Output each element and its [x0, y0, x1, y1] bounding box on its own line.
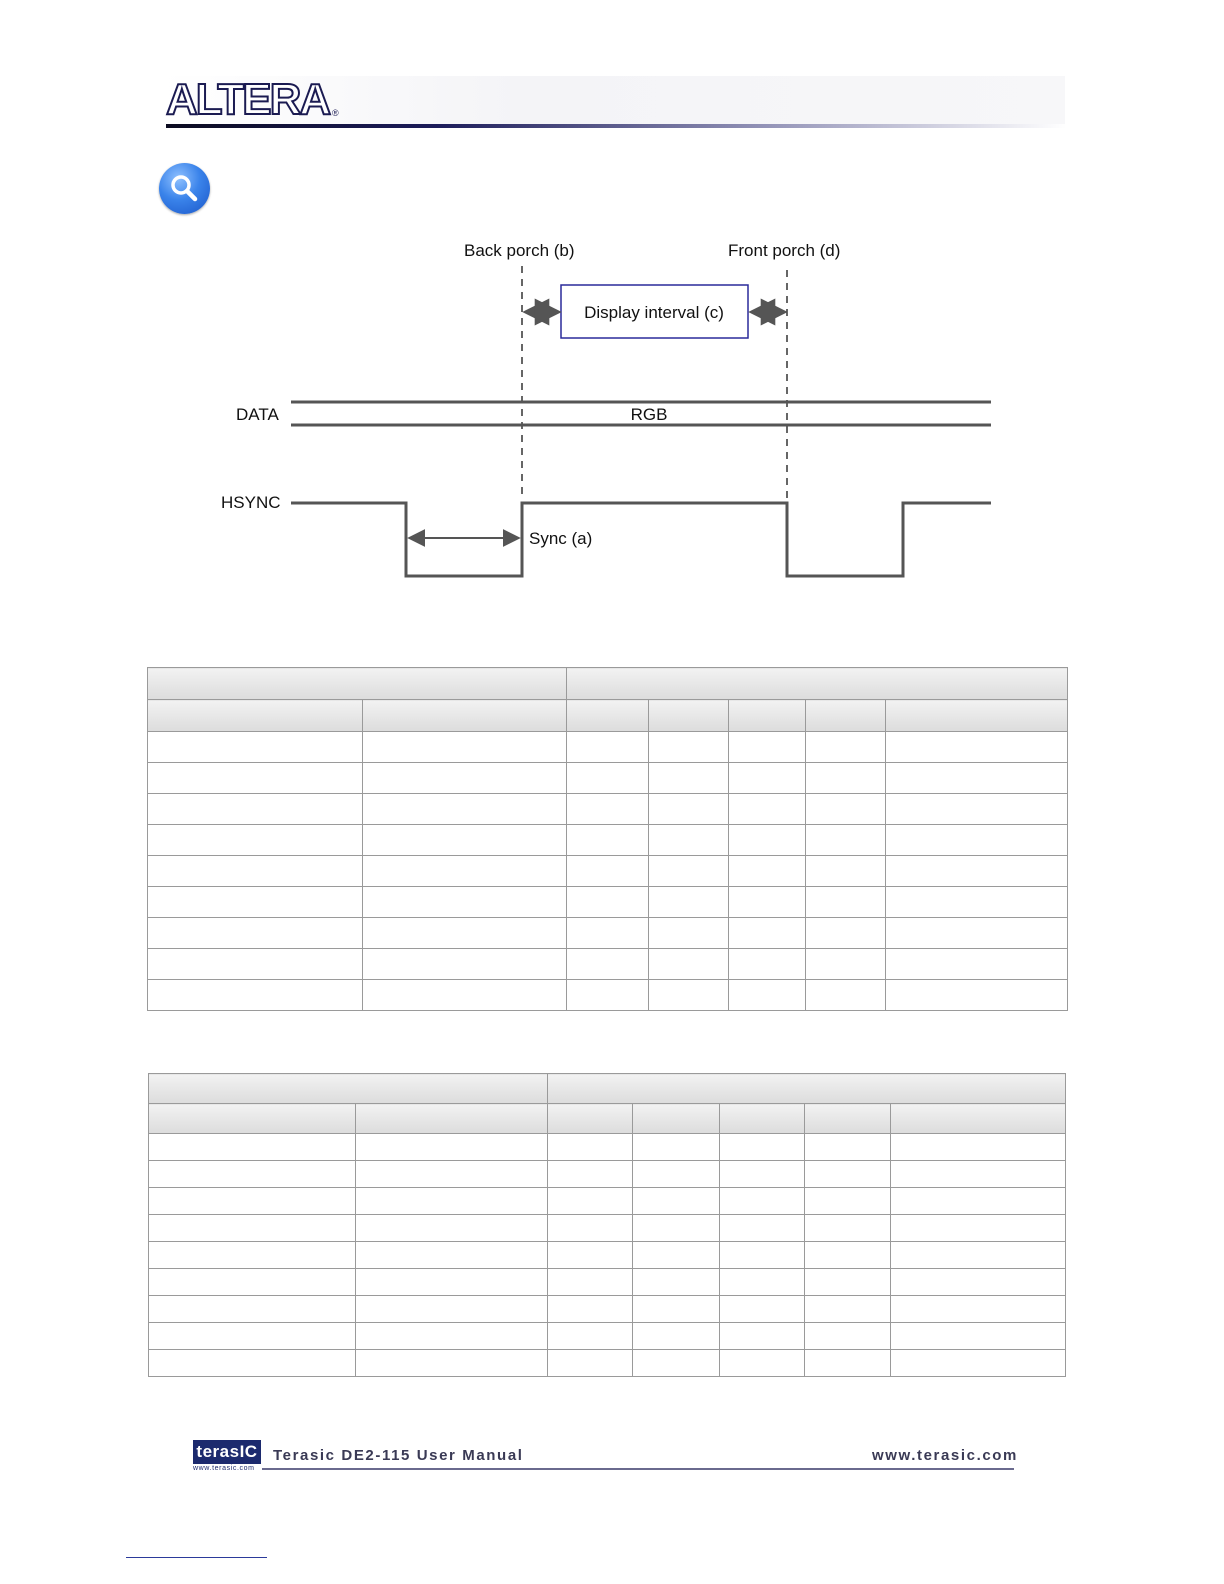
- table-cell: [149, 1188, 356, 1215]
- table-cell: [729, 918, 806, 949]
- table-cell: [148, 887, 363, 918]
- table-cell: [548, 1188, 633, 1215]
- sync-label: Sync (a): [529, 529, 593, 548]
- table-cell: [548, 1242, 633, 1269]
- terasic-logo-url: www.terasic.com: [193, 1465, 255, 1472]
- table-cell: [633, 1350, 720, 1377]
- table-cell: [891, 1323, 1066, 1350]
- table-header-row: [149, 1074, 1066, 1104]
- table-subheader-row: [149, 1104, 1066, 1134]
- table-cell: [891, 1188, 1066, 1215]
- table-cell: [148, 794, 363, 825]
- table-cell: [363, 856, 567, 887]
- table-header-row: [148, 668, 1068, 700]
- table-cell: [633, 1161, 720, 1188]
- table-cell: [720, 1350, 805, 1377]
- table-header-cell: [729, 700, 806, 732]
- table-cell: [720, 1134, 805, 1161]
- table-header-cell: [633, 1104, 720, 1134]
- table-cell: [891, 1161, 1066, 1188]
- table-header-cell: [805, 1104, 891, 1134]
- table-cell: [567, 732, 649, 763]
- table-cell: [567, 763, 649, 794]
- table-cell: [805, 1323, 891, 1350]
- data-signal-label: DATA: [236, 405, 279, 424]
- table-header-cell: [149, 1104, 356, 1134]
- table-cell: [567, 887, 649, 918]
- table-row: [149, 1323, 1066, 1350]
- table-cell: [806, 856, 886, 887]
- table-row: [149, 1269, 1066, 1296]
- table-cell: [720, 1269, 805, 1296]
- table-cell: [886, 763, 1068, 794]
- table-cell: [805, 1296, 891, 1323]
- table-cell: [720, 1323, 805, 1350]
- terasic-logo: terasIC: [193, 1440, 261, 1464]
- table-cell: [633, 1242, 720, 1269]
- table-cell: [356, 1350, 548, 1377]
- front-porch-label: Front porch (d): [728, 241, 841, 260]
- table-row: [148, 732, 1068, 763]
- table-cell: [633, 1215, 720, 1242]
- table-cell: [886, 732, 1068, 763]
- table-cell: [806, 980, 886, 1011]
- table-cell: [363, 825, 567, 856]
- table-cell: [148, 763, 363, 794]
- table-header-cell: [886, 700, 1068, 732]
- table-cell: [633, 1269, 720, 1296]
- table-cell: [891, 1134, 1066, 1161]
- table-cell: [363, 732, 567, 763]
- table-header-cell: [567, 700, 649, 732]
- table-cell: [148, 732, 363, 763]
- table-cell: [806, 887, 886, 918]
- table-cell: [149, 1242, 356, 1269]
- table-cell: [548, 1215, 633, 1242]
- table-cell: [548, 1134, 633, 1161]
- table-cell: [729, 763, 806, 794]
- table-cell: [806, 763, 886, 794]
- registered-mark: ®: [332, 108, 339, 118]
- table-cell: [356, 1161, 548, 1188]
- table-cell: [649, 794, 729, 825]
- table-cell: [148, 918, 363, 949]
- table-cell: [548, 1161, 633, 1188]
- table-cell: [805, 1242, 891, 1269]
- table-cell: [649, 980, 729, 1011]
- table-cell: [805, 1215, 891, 1242]
- table-header-cell: [363, 700, 567, 732]
- table-row: [148, 856, 1068, 887]
- table-cell: [356, 1323, 548, 1350]
- hsync-timing-diagram: [0, 0, 1224, 640]
- table-header-cell: [548, 1104, 633, 1134]
- table-cell: [891, 1296, 1066, 1323]
- table-row: [149, 1242, 1066, 1269]
- footer-website-link[interactable]: www.terasic.com: [872, 1447, 1018, 1464]
- table-cell: [886, 794, 1068, 825]
- table-cell: [567, 918, 649, 949]
- table-cell: [148, 949, 363, 980]
- table-cell: [363, 794, 567, 825]
- table-row: [149, 1134, 1066, 1161]
- table-cell: [720, 1215, 805, 1242]
- table-cell: [806, 949, 886, 980]
- table-cell: [363, 949, 567, 980]
- table-cell: [649, 825, 729, 856]
- table-cell: [633, 1134, 720, 1161]
- table-cell: [805, 1161, 891, 1188]
- vga-horizontal-timing-table: [147, 667, 1068, 1011]
- table-cell: [356, 1296, 548, 1323]
- table-header-cell: [149, 1074, 548, 1104]
- table-cell: [720, 1161, 805, 1188]
- table-cell: [806, 794, 886, 825]
- table-cell: [548, 1269, 633, 1296]
- table-header-cell: [567, 668, 1068, 700]
- table-cell: [649, 949, 729, 980]
- table-cell: [886, 918, 1068, 949]
- table-cell: [729, 949, 806, 980]
- table-cell: [149, 1215, 356, 1242]
- table-cell: [729, 794, 806, 825]
- table-row: [149, 1350, 1066, 1377]
- table-cell: [649, 887, 729, 918]
- table-row: [149, 1188, 1066, 1215]
- footnote-separator: [126, 1557, 267, 1558]
- table-row: [149, 1161, 1066, 1188]
- footer-manual-title: Terasic DE2-115 User Manual: [273, 1447, 524, 1464]
- table-cell: [363, 763, 567, 794]
- table-row: [148, 794, 1068, 825]
- table-cell: [356, 1188, 548, 1215]
- table-cell: [649, 918, 729, 949]
- table-row: [148, 980, 1068, 1011]
- table-cell: [806, 918, 886, 949]
- table-cell: [805, 1350, 891, 1377]
- table-row: [148, 949, 1068, 980]
- table-cell: [548, 1350, 633, 1377]
- data-value-label: RGB: [630, 405, 668, 424]
- table-cell: [805, 1134, 891, 1161]
- table-header-cell: [649, 700, 729, 732]
- table-cell: [148, 825, 363, 856]
- table-cell: [149, 1269, 356, 1296]
- table-cell: [891, 1350, 1066, 1377]
- table-cell: [149, 1134, 356, 1161]
- table-cell: [886, 949, 1068, 980]
- back-porch-label: Back porch (b): [464, 241, 575, 260]
- table-cell: [548, 1296, 633, 1323]
- footer-rule: [262, 1468, 1014, 1470]
- table-cell: [567, 980, 649, 1011]
- table-row: [148, 825, 1068, 856]
- table-cell: [149, 1323, 356, 1350]
- table-cell: [356, 1242, 548, 1269]
- table-cell: [729, 825, 806, 856]
- table-cell: [148, 856, 363, 887]
- table-cell: [356, 1269, 548, 1296]
- table-cell: [805, 1188, 891, 1215]
- table-subheader-row: [148, 700, 1068, 732]
- table-row: [149, 1296, 1066, 1323]
- table-header-cell: [548, 1074, 1066, 1104]
- table-header-cell: [891, 1104, 1066, 1134]
- table-cell: [363, 980, 567, 1011]
- table-cell: [729, 856, 806, 887]
- table-cell: [649, 763, 729, 794]
- hsync-waveform: [291, 503, 991, 576]
- table-cell: [729, 887, 806, 918]
- table-cell: [649, 732, 729, 763]
- table-cell: [149, 1350, 356, 1377]
- table-cell: [805, 1269, 891, 1296]
- table-cell: [891, 1242, 1066, 1269]
- table-cell: [720, 1188, 805, 1215]
- table-cell: [729, 980, 806, 1011]
- table-cell: [806, 825, 886, 856]
- table-cell: [886, 856, 1068, 887]
- table-cell: [720, 1242, 805, 1269]
- table-cell: [567, 856, 649, 887]
- table-cell: [886, 980, 1068, 1011]
- table-cell: [567, 825, 649, 856]
- table-cell: [886, 887, 1068, 918]
- table-cell: [633, 1188, 720, 1215]
- hsync-signal-label: HSYNC: [221, 493, 281, 512]
- table-cell: [356, 1134, 548, 1161]
- table-header-cell: [148, 668, 567, 700]
- altera-logo: ALTERA: [166, 75, 330, 124]
- table-cell: [720, 1296, 805, 1323]
- table-row: [149, 1215, 1066, 1242]
- table-row: [148, 763, 1068, 794]
- table-cell: [148, 980, 363, 1011]
- table-row: [148, 918, 1068, 949]
- table-cell: [548, 1323, 633, 1350]
- table-header-cell: [806, 700, 886, 732]
- table-cell: [649, 856, 729, 887]
- table-cell: [729, 732, 806, 763]
- table-header-cell: [720, 1104, 805, 1134]
- table-cell: [363, 918, 567, 949]
- display-interval-label: Display interval (c): [584, 303, 724, 322]
- table-cell: [886, 825, 1068, 856]
- table-cell: [891, 1215, 1066, 1242]
- table-cell: [633, 1323, 720, 1350]
- table-cell: [567, 949, 649, 980]
- table-cell: [891, 1269, 1066, 1296]
- table-cell: [363, 887, 567, 918]
- table-cell: [149, 1161, 356, 1188]
- table-row: [148, 887, 1068, 918]
- table-cell: [633, 1296, 720, 1323]
- table-cell: [149, 1296, 356, 1323]
- table-cell: [356, 1215, 548, 1242]
- table-header-cell: [148, 700, 363, 732]
- table-header-cell: [356, 1104, 548, 1134]
- table-cell: [806, 732, 886, 763]
- table-cell: [567, 794, 649, 825]
- vga-vertical-timing-table: [148, 1073, 1066, 1377]
